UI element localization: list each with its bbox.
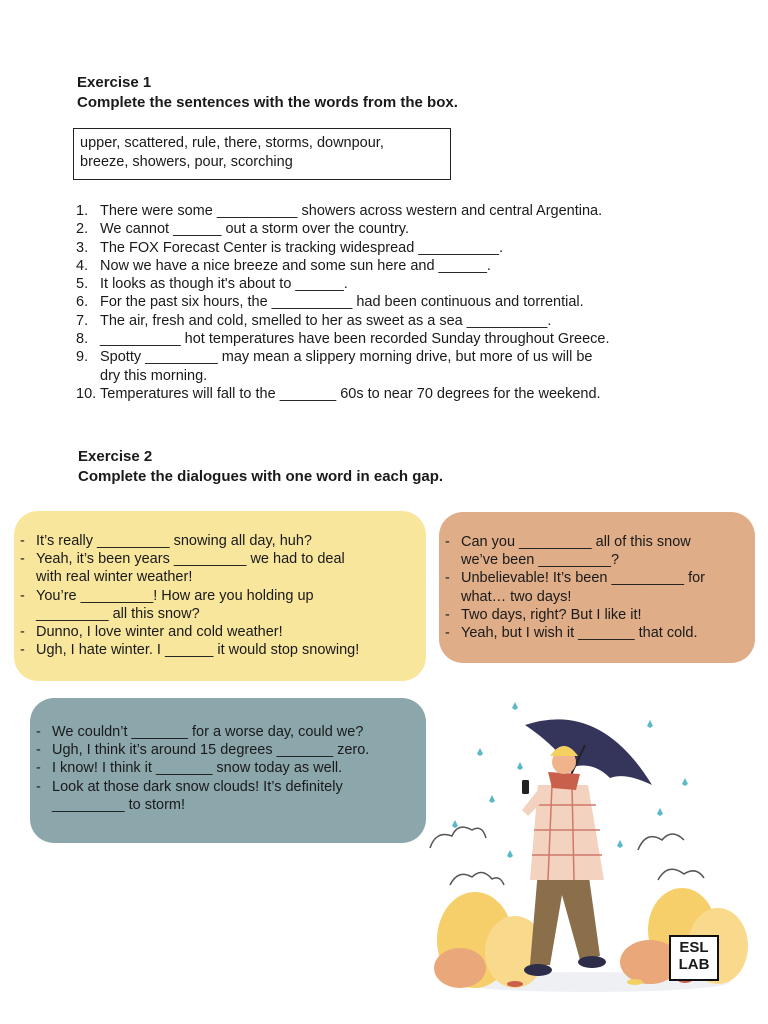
sentence-number: 7.	[76, 312, 89, 329]
dialogue-line	[14, 641, 419, 659]
dialogue-text: what… two days!	[461, 588, 572, 605]
dialogue-dash: -	[20, 587, 25, 604]
sentence-item	[76, 220, 716, 238]
dialogue-dash: -	[445, 534, 450, 550]
dialogue-line	[30, 723, 422, 741]
sentence-text: The air, fresh and cold, smelled to her as sweet as a sea __________.	[100, 312, 552, 329]
sentence-item	[76, 385, 716, 403]
dialogue-text: we’ve been _________?	[461, 552, 620, 569]
sentence-number: 2.	[76, 221, 89, 238]
dialogue-line	[439, 533, 747, 551]
sentence-text: It looks as though it's about to ______.	[100, 276, 348, 293]
exercise1-title: Exercise 1	[77, 74, 152, 91]
dialogue-line	[14, 623, 419, 641]
sentence-text: dry this morning.	[100, 367, 208, 384]
dialogue-dash: -	[20, 642, 25, 659]
word-box-line: breeze, showers, pour, scorching	[80, 154, 293, 170]
sentence-item	[76, 312, 716, 330]
sentence-text: Spotty _________ may mean a slippery morning drive, but more of us will be	[100, 349, 593, 366]
sentence-continuation	[76, 367, 716, 385]
dialogue-text: Yeah, it’s been years _________ we had to deal	[36, 551, 345, 568]
dialogue-text: Can you _________ all of this snow	[461, 534, 691, 550]
sentence-number: 8.	[76, 331, 89, 348]
dialogue-continuation	[439, 551, 747, 569]
dialogue-dash: -	[445, 570, 450, 587]
dialogue-dash: -	[20, 624, 25, 641]
dialogue-dash: -	[36, 742, 41, 759]
sentence-list	[76, 202, 716, 403]
dialogue-continuation	[14, 605, 419, 623]
esl-lab-logo	[669, 935, 719, 981]
dialogue-text: I know! I think it _______ snow today as well.	[52, 760, 343, 777]
sentence-item	[76, 275, 716, 293]
sentence-number: 3.	[76, 239, 89, 256]
dialogue-text: _________ to storm!	[52, 796, 186, 813]
dialogue-text: You’re _________! How are you holding up	[36, 587, 314, 604]
sentence-number: 6.	[76, 294, 89, 311]
dialogue-line	[439, 606, 747, 624]
phone-icon	[522, 780, 529, 794]
sentence-item	[76, 330, 716, 348]
dialogue-line	[30, 778, 422, 796]
dialogue-dash: -	[36, 760, 41, 777]
cloud-outline	[450, 872, 504, 885]
sentence-number: 1.	[76, 203, 89, 219]
dialogue-dash: -	[36, 778, 41, 795]
dialogue-line	[14, 587, 419, 605]
dialogue-line	[439, 624, 747, 642]
logo-line: ESL	[679, 939, 709, 956]
sentence-text: For the past six hours, the __________ had been continuous and torrential.	[100, 294, 584, 311]
dialogue-text: Ugh, I hate winter. I ______ it would stop snowing!	[36, 642, 360, 659]
dialogue-line	[30, 741, 422, 759]
shoe	[578, 956, 606, 968]
dialogue-text: with real winter weather!	[36, 569, 193, 586]
dialogue-dash: -	[20, 533, 25, 549]
dialogue-bubble-slate	[30, 698, 426, 843]
dialogue-text: It’s really _________ snowing all day, huh?	[36, 533, 312, 549]
sentence-text: We cannot ______ out a storm over the country.	[100, 221, 409, 238]
dialogue-bubble-yellow	[14, 511, 426, 681]
dialogue-text: Dunno, I love winter and cold weather!	[36, 624, 283, 641]
sentence-item	[76, 257, 716, 275]
dialogue-text: Two days, right? But I like it!	[461, 606, 642, 623]
scarf	[548, 772, 580, 790]
dialogue-text: Yeah, but I wish it _______ that cold.	[461, 625, 698, 642]
word-box-line: upper, scattered, rule, there, storms, downpour,	[80, 135, 384, 151]
sentence-item	[76, 348, 716, 366]
dialogue-text: We couldn’t _______ for a worse day, could we?	[52, 724, 364, 740]
exercise1-instruction: Complete the sentences with the words from the box.	[77, 94, 458, 111]
word-box	[73, 128, 451, 180]
dialogue-dash: -	[445, 625, 450, 642]
sentence-item	[76, 239, 716, 257]
cloud-outline	[430, 827, 486, 848]
dialogue-dash: -	[36, 724, 41, 740]
dialogue-line	[439, 569, 747, 587]
dialogue-text: Ugh, I think it’s around 15 degrees _______ zero.	[52, 742, 370, 759]
shoe	[524, 964, 552, 976]
dialogue-continuation	[30, 796, 422, 814]
dialogue-dash: -	[445, 606, 450, 623]
legs	[530, 870, 600, 965]
sentence-item	[76, 202, 716, 220]
sentence-text: There were some __________ showers across western and central Argentina.	[100, 203, 603, 219]
logo-line: LAB	[678, 956, 710, 973]
sentence-text: The FOX Forecast Center is tracking widespread __________.	[100, 239, 503, 256]
sentence-number: 5.	[76, 276, 89, 293]
cloud-outline	[658, 869, 704, 880]
sentence-text: Temperatures will fall to the _______ 60s to near 70 degrees for the weekend.	[100, 385, 601, 402]
dialogue-line	[14, 532, 419, 550]
sentence-item	[76, 293, 716, 311]
dialogue-continuation	[14, 568, 419, 586]
dialogue-line	[30, 759, 422, 777]
dialogue-bubble-tan	[439, 512, 755, 663]
dialogue-text: Unbelievable! It’s been _________ for	[461, 570, 706, 587]
cloud-outline	[638, 834, 684, 850]
sentence-number: 4.	[76, 257, 89, 274]
sentence-text: Now we have a nice breeze and some sun here and ______.	[100, 257, 491, 274]
dialogue-text: Look at those dark snow clouds! It’s definitely	[52, 778, 343, 795]
dialogue-text: _________ all this snow?	[36, 605, 200, 622]
sentence-number: 10.	[76, 385, 97, 402]
dialogue-dash: -	[20, 551, 25, 568]
exercise2-instruction: Complete the dialogues with one word in each gap.	[78, 468, 444, 485]
sentence-number: 9.	[76, 349, 89, 366]
exercise2-title: Exercise 2	[78, 448, 153, 465]
sentence-text: __________ hot temperatures have been recorded Sunday throughout Greece.	[100, 331, 610, 348]
dialogue-continuation	[439, 588, 747, 606]
dialogue-line	[14, 550, 419, 568]
